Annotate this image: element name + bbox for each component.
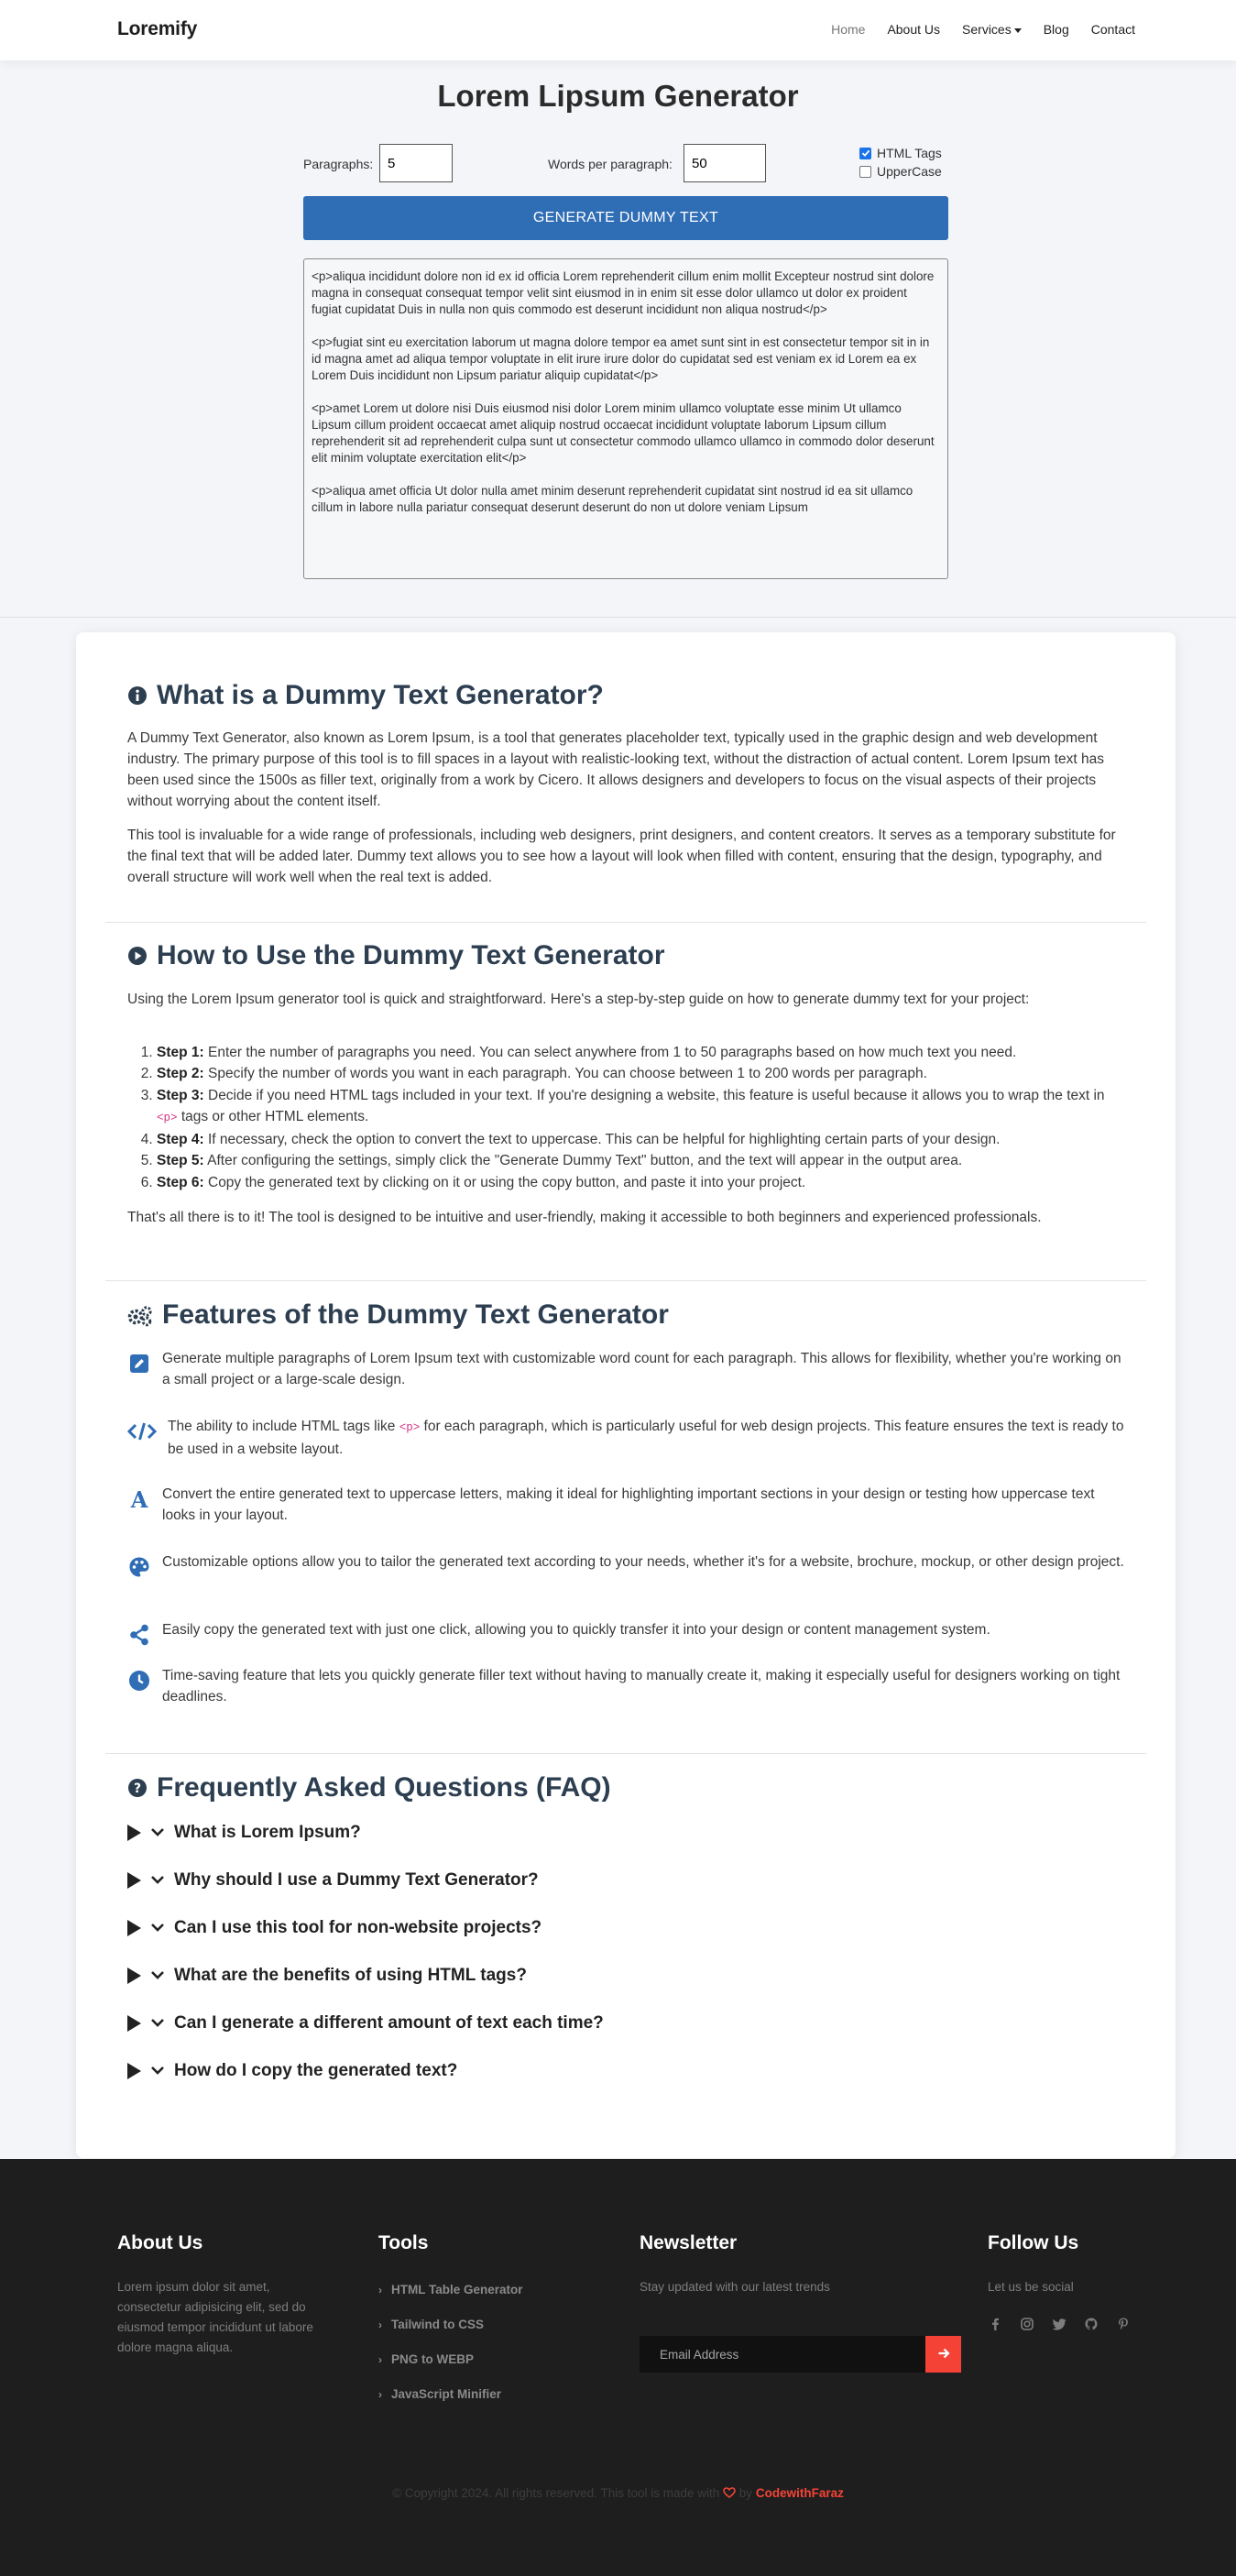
nav-item-about[interactable]: About Us bbox=[887, 22, 941, 37]
copyright bbox=[0, 2486, 1236, 2500]
footer-newsletter-text: Stay updated with our latest trends bbox=[640, 2280, 830, 2294]
step-text: Copy the generated text by clicking on it or using the copy button, and paste it into your project. bbox=[203, 1174, 806, 1190]
howto-title: How to Use the Dummy Text Generator bbox=[157, 940, 665, 970]
chevron-down-icon bbox=[150, 1966, 165, 1986]
about-paragraph-1: A Dummy Text Generator, also known as Lorem Ipsum, is a tool that generates placeholder text, typically used in the graphic design and web development industry. The primary purpose of this tool is to fill spaces in a layout with realistic-looking text, without the distraction of actual content. Lorem Ipsum text has been used since the 1500s as filler text, originally from a work by Cicero. It allows designers and developers to focus on the visual aspects of their projects without worrying about the content itself. bbox=[127, 730, 1104, 809]
github-icon[interactable] bbox=[1084, 2317, 1099, 2331]
faq-question: Can I use this tool for non-website projects? bbox=[174, 1918, 542, 1937]
footer-tool-label: JavaScript Minifier bbox=[391, 2387, 502, 2401]
question-circle-icon bbox=[127, 1778, 148, 1798]
uppercase-checkbox[interactable] bbox=[859, 164, 942, 179]
html-tags-label: HTML Tags bbox=[877, 146, 942, 160]
faq-item[interactable] bbox=[127, 2061, 457, 2081]
disclosure-triangle-icon bbox=[127, 1968, 141, 1984]
faq-heading bbox=[127, 1772, 611, 1803]
chevron-right-icon: › bbox=[378, 2387, 382, 2401]
output-textarea[interactable] bbox=[303, 258, 948, 579]
faq-question: Can I generate a different amount of text each time? bbox=[174, 2013, 604, 2033]
checkbox-unchecked-icon bbox=[859, 166, 871, 178]
by-text: by bbox=[738, 2486, 753, 2500]
step-text: If necessary, check the option to convert the text to uppercase. This can be helpful for highlighting certain parts of your design. bbox=[203, 1132, 1001, 1148]
html-tags-checkbox[interactable] bbox=[859, 146, 942, 160]
list-item bbox=[157, 1172, 1126, 1193]
faq-item[interactable] bbox=[127, 1823, 361, 1843]
footer-newsletter-title: Newsletter bbox=[640, 2232, 738, 2253]
footer-tool-link[interactable] bbox=[378, 2318, 484, 2331]
paragraphs-input[interactable] bbox=[379, 144, 453, 182]
section-divider bbox=[0, 617, 1236, 618]
steps-list bbox=[127, 1042, 1126, 1193]
caret-down-icon bbox=[1014, 28, 1022, 33]
faq-question: How do I copy the generated text? bbox=[174, 2061, 458, 2080]
navbar bbox=[0, 0, 1236, 60]
faq-item[interactable] bbox=[127, 2013, 604, 2033]
faq-item[interactable] bbox=[127, 1918, 541, 1938]
feature-text: Time-saving feature that lets you quickly generate filler text without having to manually create it, making it especially useful for designers working on tight deadlines. bbox=[162, 1668, 1121, 1705]
disclosure-triangle-icon bbox=[127, 2015, 141, 2032]
chevron-down-icon bbox=[150, 1870, 165, 1891]
chevron-right-icon: › bbox=[378, 2283, 382, 2296]
faq-question: What are the benefits of using HTML tags? bbox=[174, 1966, 527, 1985]
footer-tool-link[interactable] bbox=[378, 2387, 501, 2401]
features-heading bbox=[127, 1299, 669, 1331]
uppercase-label: UpperCase bbox=[877, 164, 942, 179]
output-paragraph: <p>aliqua incididunt dolore non id ex id officia Lorem reprehenderit cillum enim mollit Excepteur nostrud sint dolore magna in consequat consequat tempor velit sint eiusmod in in enim sit esse dolor ullamco ut dolor ex proident fugiat cupidatat Duis in nulla non quis commodo est deserunt incididunt non aliqua nostrud</p> bbox=[312, 269, 935, 316]
feature-item bbox=[127, 1619, 1126, 1647]
feature-item bbox=[127, 1484, 1126, 1526]
list-item bbox=[157, 1085, 1126, 1130]
edit-icon bbox=[127, 1352, 151, 1376]
divider bbox=[105, 1753, 1146, 1754]
list-item bbox=[157, 1129, 1126, 1150]
newsletter-email-input[interactable] bbox=[640, 2336, 925, 2373]
svg-text:A: A bbox=[130, 1488, 148, 1510]
chevron-right-icon: › bbox=[378, 2318, 382, 2331]
step-label: Step 3: bbox=[157, 1087, 204, 1103]
step-label: Step 5: bbox=[157, 1153, 204, 1169]
disclosure-triangle-icon bbox=[127, 1872, 141, 1889]
nav-item-services[interactable] bbox=[962, 22, 1022, 37]
play-circle-icon bbox=[127, 946, 148, 966]
p-tag-code: <p> bbox=[399, 1421, 421, 1434]
nav-item-services-label: Services bbox=[962, 22, 1012, 37]
step-text: tags or other HTML elements. bbox=[177, 1108, 369, 1124]
newsletter-submit-button[interactable] bbox=[925, 2336, 961, 2373]
nav-item-blog[interactable]: Blog bbox=[1043, 22, 1069, 37]
feature-item bbox=[127, 1348, 1126, 1390]
feature-item bbox=[127, 1416, 1126, 1460]
step-text: Decide if you need HTML tags included in your text. If you're designing a website, this feature is useful because it allows you to wrap the text in bbox=[203, 1087, 1105, 1103]
footer-about-text: Lorem ipsum dolor sit amet, consectetur adipisicing elit, sed do eiusmod tempor incididunt ut labore dolore magna aliqua. bbox=[117, 2280, 313, 2354]
p-tag-code: <p> bbox=[157, 1111, 178, 1124]
faq-question: Why should I use a Dummy Text Generator? bbox=[174, 1870, 539, 1890]
howto-outro: That's all there is to it! The tool is designed to be intuitive and user-friendly, making it accessible to both beginners and experienced professionals. bbox=[127, 1210, 1042, 1225]
footer-tool-label: PNG to WEBP bbox=[391, 2352, 474, 2366]
footer-tool-label: HTML Table Generator bbox=[391, 2283, 523, 2296]
footer-tool-link[interactable] bbox=[378, 2352, 474, 2366]
feature-text: Easily copy the generated text with just one click, allowing you to quickly transfer it into your design or content management system. bbox=[162, 1622, 990, 1638]
faq-item[interactable] bbox=[127, 1870, 539, 1891]
footer-tools-title: Tools bbox=[378, 2232, 429, 2253]
chevron-down-icon bbox=[150, 2013, 165, 2033]
about-title: What is a Dummy Text Generator? bbox=[157, 680, 604, 710]
clock-icon bbox=[127, 1669, 151, 1693]
font-icon bbox=[127, 1487, 151, 1511]
about-paragraph-2: This tool is invaluable for a wide range of professionals, including web designers, print designers, and content creators. It serves as a temporary substitute for the final text that will be added later. Dummy text allows you to see how a layout will look when filled with content, ensuring that the design, typography, and overall structure will work well when the real text is added. bbox=[127, 828, 1116, 885]
code-icon bbox=[127, 1420, 157, 1443]
svg-text:?: ? bbox=[133, 1781, 142, 1796]
footer bbox=[0, 2159, 1236, 2576]
step-label: Step 2: bbox=[157, 1066, 204, 1082]
howto-intro: Using the Lorem Ipsum generator tool is quick and straightforward. Here's a step-by-step guide on how to generate dummy text for your project: bbox=[127, 992, 1030, 1007]
list-item bbox=[157, 1150, 1126, 1171]
divider bbox=[105, 1280, 1146, 1281]
features-title: Features of the Dummy Text Generator bbox=[162, 1299, 669, 1330]
feature-item bbox=[127, 1551, 1126, 1579]
howto-heading bbox=[127, 940, 665, 971]
list-item bbox=[157, 1042, 1126, 1063]
step-text: Specify the number of words you want in each paragraph. You can choose between 1 to 200 words per paragraph. bbox=[203, 1066, 927, 1082]
chevron-down-icon bbox=[150, 1823, 165, 1843]
copyright-text: © Copyright 2024. All rights reserved. This tool is made with bbox=[392, 2486, 720, 2500]
brand-logo[interactable]: Loremify bbox=[117, 18, 198, 39]
chevron-right-icon: › bbox=[378, 2352, 382, 2366]
feature-text-part: for each paragraph, which is particularly useful for web design projects. This feature ensures the text is ready to be used in a website layout. bbox=[168, 1419, 1124, 1457]
feature-text: Convert the entire generated text to uppercase letters, making it ideal for highlighting important sections in your design or testing how uppercase text looks in your layout. bbox=[162, 1486, 1095, 1523]
chevron-down-icon bbox=[150, 1918, 165, 1938]
divider bbox=[105, 922, 1146, 923]
content-card bbox=[76, 632, 1176, 2158]
disclosure-triangle-icon bbox=[127, 1825, 141, 1841]
paragraphs-label: Paragraphs: bbox=[303, 157, 374, 171]
footer-about-title: About Us bbox=[117, 2232, 203, 2253]
step-text: After configuring the settings, simply click the "Generate Dummy Text" button, and the text will appear in the output area. bbox=[203, 1153, 963, 1169]
footer-tool-label: Tailwind to CSS bbox=[391, 2318, 484, 2331]
generate-button[interactable]: GENERATE DUMMY TEXT bbox=[303, 196, 948, 240]
disclosure-triangle-icon bbox=[127, 1920, 141, 1936]
footer-follow-text: Let us be social bbox=[988, 2280, 1074, 2294]
step-text: Enter the number of paragraphs you need. You can select anywhere from 1 to 50 paragraphs based on how much text you need. bbox=[203, 1045, 1017, 1060]
nav-item-home[interactable]: Home bbox=[831, 22, 866, 37]
faq-item[interactable] bbox=[127, 1966, 527, 1986]
generator-title: Lorem Lipsum Generator bbox=[437, 79, 799, 113]
social-links bbox=[988, 2317, 1131, 2331]
output-paragraph: <p>amet Lorem ut dolore nisi Duis eiusmod nisi dolor Lorem minim ullamco voluptate esse minim Ut ullamco Lipsum cillum proident occaecat amet aliquip nostrud occaecat incididunt voluptate laborum Lipsum cillum reprehenderit sit ad reprehenderit culpa sunt ut consectetur commodo ullamco ullamco in commodo dolor deserunt elit minim voluptate exercitation elit</p> bbox=[312, 401, 935, 465]
output-paragraph: <p>fugiat sint eu exercitation laborum ut magna dolore tempor ea amet sunt sint in est consectetur tempor sit in in id magna amet ad aliqua tempor voluptate in elit irure irure dolor do cupidatat sed est veniam ex id Lorem ea ex Lorem Duis incididunt non Lipsum pariatur aliquip cupidatat</p> bbox=[312, 335, 930, 382]
step-label: Step 1: bbox=[157, 1045, 204, 1060]
step-label: Step 4: bbox=[157, 1132, 204, 1148]
pinterest-icon[interactable] bbox=[1116, 2317, 1131, 2331]
feature-item bbox=[127, 1665, 1126, 1707]
share-icon bbox=[127, 1623, 151, 1647]
disclosure-triangle-icon bbox=[127, 2063, 141, 2079]
footer-follow-title: Follow Us bbox=[988, 2232, 1079, 2253]
words-per-paragraph-input[interactable] bbox=[684, 144, 766, 182]
twitter-icon[interactable] bbox=[1052, 2317, 1066, 2331]
nav-item-contact[interactable]: Contact bbox=[1090, 22, 1135, 37]
about-heading bbox=[127, 680, 604, 711]
feature-text-part: The ability to include HTML tags like bbox=[168, 1419, 399, 1434]
step-label: Step 6: bbox=[157, 1174, 204, 1190]
output-paragraph: <p>aliqua amet officia Ut dolor nulla amet minim deserunt reprehenderit cupidatat sint nostrud id ea sit ullamco cillum in labore nulla pariatur consequat deserunt deserunt do non ut dolore veniam Lipsum bbox=[312, 484, 913, 514]
chevron-down-icon bbox=[150, 2061, 165, 2081]
cogs-icon bbox=[127, 1305, 153, 1325]
author-link[interactable]: CodewithFaraz bbox=[755, 2486, 844, 2500]
palette-icon bbox=[127, 1555, 151, 1579]
checkbox-checked-icon bbox=[859, 148, 871, 159]
footer-tool-link[interactable] bbox=[378, 2283, 523, 2296]
info-circle-icon bbox=[127, 685, 148, 706]
instagram-icon[interactable] bbox=[1020, 2317, 1034, 2331]
list-item bbox=[157, 1063, 1126, 1084]
feature-text: Customizable options allow you to tailor the generated text according to your needs, whether it's for a website, brochure, mockup, or other design project. bbox=[162, 1554, 1124, 1570]
words-per-paragraph-label: Words per paragraph: bbox=[548, 157, 673, 171]
heart-icon bbox=[723, 2486, 736, 2500]
faq-question: What is Lorem Ipsum? bbox=[174, 1823, 361, 1842]
nav-menu bbox=[831, 22, 1135, 37]
arrow-right-icon bbox=[937, 2347, 950, 2362]
feature-text bbox=[168, 1416, 1126, 1460]
faq-title: Frequently Asked Questions (FAQ) bbox=[157, 1772, 611, 1803]
facebook-icon[interactable] bbox=[988, 2317, 1002, 2331]
feature-text: Generate multiple paragraphs of Lorem Ipsum text with customizable word count for each paragraph. This allows for flexibility, whether you're working on a small project or a large-scale design. bbox=[162, 1351, 1121, 1387]
